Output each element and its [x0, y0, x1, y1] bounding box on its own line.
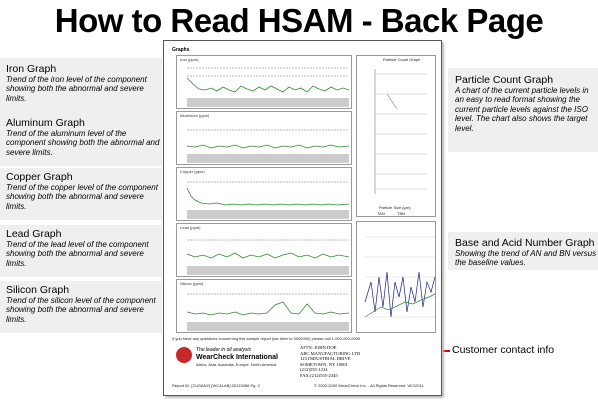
address-line: 123 INDUSTRIAL DRIVE [300, 356, 351, 362]
graphs-heading: Graphs [172, 47, 190, 53]
aluminum-heading: Aluminum Graph [6, 117, 85, 129]
acid-base-chart-svg [357, 222, 437, 334]
address-line: SOMETOWN, NY 10001 [300, 361, 348, 367]
silicon-annotation [0, 281, 162, 333]
iron-chart-svg [177, 56, 353, 110]
silicon-chart-label: Silicon (ppm) [180, 281, 204, 286]
lead-chart [176, 223, 352, 277]
copper-annotation [0, 168, 162, 220]
silicon-heading: Silicon Graph [6, 284, 70, 296]
report-id: Report ID: [CUSANY] [WCALAB] 00123456 Pg. 2 [172, 383, 260, 388]
particle-heading: Particle Count Graph [455, 74, 554, 86]
page-title: How to Read HSAM - Back Page [54, 2, 544, 39]
silicon-chart-svg [177, 280, 353, 334]
iron-chart-label: Iron (ppm) [180, 57, 199, 62]
customer-address [300, 345, 360, 379]
silicon-desc: Trend of the silicon level of the component showing both the abnormal and severe limits. [6, 296, 156, 324]
acid-base-chart [356, 221, 436, 333]
copyright: © 2000-2009 WearCheck Inc. - All Rights Reserved. WCI2011 [314, 383, 424, 388]
address-line: (212)555-1234 [300, 367, 328, 373]
aluminum-desc: Trend of the aluminum level of the component showing both the abnormal and severe limits. [6, 129, 160, 157]
copper-chart-label: Copper (ppm) [180, 169, 205, 174]
particle-desc: A chart of the current particle levels in an easy to read format showing the current particle levels against the ISO level. The chart also shows the target level. [455, 86, 589, 133]
wearcheck-logo [176, 347, 192, 363]
iron-annotation [0, 58, 162, 114]
company-regions: Africa, Asia, Australia, Europe, North America [196, 362, 277, 367]
lead-chart-label: Lead (ppm) [180, 225, 201, 230]
particle-annotation [448, 68, 598, 152]
contact-line: If you have any questions concerning this sample report (lab refer to 0000000) please call 1-000-000-0000 [172, 336, 361, 341]
copper-heading: Copper Graph [6, 171, 73, 183]
acid-desc: Showing the trend of AN and BN versus the baseline values. [455, 249, 597, 268]
particle-chart-svg [357, 64, 437, 204]
report-page [163, 40, 442, 396]
iron-desc: Trend of the iron level of the component showing both the abnormal and severe limits. [6, 75, 147, 103]
iron-chart [176, 55, 352, 109]
lead-chart-svg [177, 224, 353, 278]
tagline: The leader in oil analysis [196, 347, 252, 353]
address-line: ATTN: JOHN DOE [300, 345, 337, 350]
aluminum-chart [176, 111, 352, 165]
address-line: ABC MANUFACTURING LTD [300, 350, 361, 356]
customer-contact-label: Customer contact info [452, 344, 555, 356]
copper-chart [176, 167, 352, 221]
legend-tan: TAN [377, 211, 385, 216]
iron-heading: Iron Graph [6, 63, 57, 75]
acid-heading: Base and Acid Number Graph [455, 237, 595, 249]
aluminum-chart-label: Aluminum (ppm) [180, 113, 210, 118]
particle-chart [356, 55, 436, 217]
address-line: FAX:(212)555-2345 [300, 372, 338, 378]
copper-desc: Trend of the copper level of the component showing both the abnormal and severe limits. [6, 183, 158, 211]
legend-tbn: TBN [397, 211, 405, 216]
company-name: WearCheck International [196, 354, 278, 361]
silicon-chart [176, 279, 352, 333]
acid-annotation [448, 232, 598, 270]
particle-xlabel: Particle Size (µm) [379, 205, 411, 210]
aluminum-chart-svg [177, 112, 353, 166]
lead-desc: Trend of the lead level of the component showing both the abnormal and severe limits. [6, 240, 149, 268]
lead-heading: Lead Graph [6, 228, 62, 240]
aluminum-annotation [0, 114, 162, 166]
particle-chart-title: Particle Count Graph [383, 57, 421, 62]
lead-annotation [0, 225, 162, 277]
copper-chart-svg [177, 168, 353, 222]
